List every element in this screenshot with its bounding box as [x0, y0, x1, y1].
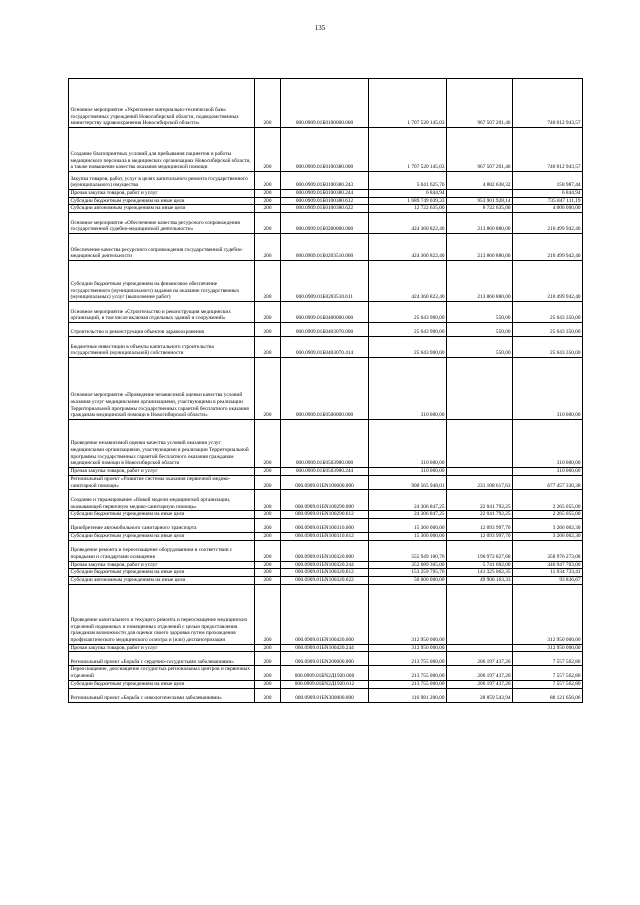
row-planned-amount: 555 949 100,76 [369, 540, 447, 561]
row-executed-amount: 206 197 437,20 [447, 666, 513, 680]
row-code: 200 [255, 561, 281, 569]
row-executed-amount: 196 972 827,68 [447, 540, 513, 561]
row-remaining-amount: 25 643 350,00 [513, 337, 583, 358]
row-name: Субсидии автономным учреждениям на иные цели [69, 205, 255, 213]
row-code: 200 [255, 197, 281, 205]
row-executed-amount [447, 358, 513, 420]
row-name: Основное мероприятие «Проведение независимой оценки качества условий оказания услуг медицинскими организациями, участвующими в реализации Территориальной программы государственных гарантий бесплатного оказания гражданам медицинской помощи в Новосибирской области» [69, 358, 255, 420]
row-planned-amount: 1 707 520 145,03 [369, 79, 447, 128]
row-classification: 000.0909.01Б0100380.000 [281, 128, 369, 172]
row-code: 200 [255, 261, 281, 302]
row-code: 200 [255, 172, 281, 190]
table-row [69, 213, 583, 234]
table-row [69, 172, 583, 190]
row-planned-amount: 24 306 847,25 [369, 490, 447, 511]
row-planned-amount: 15 360 000,00 [369, 532, 447, 540]
row-remaining-amount: 312 950 000,00 [513, 584, 583, 644]
row-code: 200 [255, 302, 281, 323]
row-executed-amount: 953 901 928,14 [447, 197, 513, 205]
row-planned-amount: 1 689 749 039,33 [369, 197, 447, 205]
table-row [69, 584, 583, 644]
row-executed-amount: 8 722 635,00 [447, 205, 513, 213]
table-row [69, 680, 583, 688]
row-remaining-amount: 210 499 942,40 [513, 261, 583, 302]
row-executed-amount: 49 906 163,33 [447, 577, 513, 585]
row-name: Региональный проект «Борьба с онкологическими заболеваниями» [69, 688, 255, 702]
row-classification: 000.0909.01БN300000.000 [281, 688, 369, 702]
row-remaining-amount: 11 934 733,41 [513, 569, 583, 577]
row-remaining-amount: 158 987,44 [513, 172, 583, 190]
row-planned-amount: 15 360 000,00 [369, 518, 447, 532]
row-executed-amount: 550,00 [447, 302, 513, 323]
row-code: 200 [255, 190, 281, 198]
row-name: Региональный проект «Борьба с сердечно-сосудистыми заболеваниями» [69, 652, 255, 666]
row-classification: 000.0909.01БN100320.612 [281, 569, 369, 577]
row-classification: 000.0909.01БN100320.244 [281, 561, 369, 569]
row-name: Основное мероприятие «Укрепление материально-технической базы государственных учреждений Новосибирской области, подведомственных министерству здравоохранения Новосибирской области» [69, 79, 255, 128]
row-executed-amount [447, 420, 513, 468]
row-classification: 000.0909.01БN100290.000 [281, 490, 369, 511]
row-executed-amount: 550,00 [447, 337, 513, 358]
row-planned-amount: 312 950 000,00 [369, 644, 447, 652]
row-remaining-amount: 210 499 942,40 [513, 234, 583, 261]
row-remaining-amount: 310 000,00 [513, 358, 583, 420]
row-planned-amount: 213 755 000,00 [369, 652, 447, 666]
table-row [69, 569, 583, 577]
row-classification: 000.0909.01БN100310.612 [281, 532, 369, 540]
row-executed-amount [447, 468, 513, 476]
row-remaining-amount: 7 557 562,80 [513, 652, 583, 666]
table-row [69, 511, 583, 519]
row-executed-amount: 22 041 792,25 [447, 490, 513, 511]
row-executed-amount: 28 859 543,94 [447, 688, 513, 702]
row-classification: 000.0909.01Б0503980.000 [281, 420, 369, 468]
row-remaining-amount: 346 947 703,00 [513, 561, 583, 569]
row-code: 200 [255, 420, 281, 468]
table-row [69, 561, 583, 569]
table-row [69, 79, 583, 128]
row-classification: 000.0909.01Б0503980.244 [281, 468, 369, 476]
row-code: 200 [255, 569, 281, 577]
row-remaining-amount: 310 000,00 [513, 468, 583, 476]
row-name: Строительство и реконструкция объектов здравоохранения [69, 323, 255, 337]
row-code: 200 [255, 234, 281, 261]
row-code: 200 [255, 680, 281, 688]
table-row [69, 337, 583, 358]
table-row [69, 644, 583, 652]
table-row [69, 518, 583, 532]
row-name: Субсидии бюджетным учреждениям на финансовое обеспечение государственного (муниципального) задания на оказание государственных (муниципальных) услуг (выполнение работ) [69, 261, 255, 302]
row-executed-amount: 231 108 617,63 [447, 475, 513, 489]
row-planned-amount: 424 360 822,40 [369, 213, 447, 234]
row-classification: 000.0909.01БN200000.000 [281, 652, 369, 666]
row-planned-amount: 312 950 000,00 [369, 584, 447, 644]
row-classification: 000.0909.01БN2Д1920.000 [281, 666, 369, 680]
row-name: Прочая закупка товаров, работ и услуг [69, 190, 255, 198]
row-code: 200 [255, 79, 281, 128]
table-row [69, 475, 583, 489]
row-code: 200 [255, 688, 281, 702]
row-classification: 000.0909.01БN100320.000 [281, 540, 369, 561]
row-executed-amount: 213 860 880,00 [447, 213, 513, 234]
row-code: 200 [255, 666, 281, 680]
row-code: 200 [255, 532, 281, 540]
row-executed-amount: 206 197 437,20 [447, 680, 513, 688]
row-name: Бюджетные инвестиции в объекты капитального строительства государственной (муниципальной) собственности [69, 337, 255, 358]
row-code: 200 [255, 584, 281, 644]
table-row [69, 540, 583, 561]
row-classification: 000.0909.01Б0400000.000 [281, 302, 369, 323]
row-remaining-amount: 740 012 943,57 [513, 128, 583, 172]
table-row [69, 261, 583, 302]
row-classification: 000.0909.01БN100320.622 [281, 577, 369, 585]
row-name: Субсидии бюджетным учреждениям на иные цели [69, 532, 255, 540]
row-remaining-amount: 88 121 656,06 [513, 688, 583, 702]
row-executed-amount: 4 882 638,32 [447, 172, 513, 190]
row-remaining-amount: 7 557 562,80 [513, 666, 583, 680]
row-executed-amount: 5 741 602,00 [447, 561, 513, 569]
row-planned-amount: 424 360 822,40 [369, 261, 447, 302]
page-number: 135 [314, 24, 326, 32]
row-classification: 000.0909.01Б0203510.000 [281, 234, 369, 261]
row-planned-amount: 25 643 900,00 [369, 302, 447, 323]
table-row [69, 420, 583, 468]
row-planned-amount: 310 000,00 [369, 358, 447, 420]
row-planned-amount: 25 643 900,00 [369, 323, 447, 337]
row-name: Приобретение автомобильного санитарного транспорта [69, 518, 255, 532]
row-remaining-amount: 310 000,00 [513, 420, 583, 468]
row-planned-amount: 352 689 305,00 [369, 561, 447, 569]
row-name: Прочая закупка товаров, работ и услуг [69, 561, 255, 569]
row-executed-amount: 967 507 201,46 [447, 128, 513, 172]
row-classification: 000.0909.01Б0403070.000 [281, 323, 369, 337]
row-code: 200 [255, 213, 281, 234]
row-classification: 000.0909.01Б0500000.000 [281, 358, 369, 420]
row-executed-amount [447, 584, 513, 644]
row-code: 200 [255, 205, 281, 213]
row-classification: 000.0909.01БN100290.612 [281, 511, 369, 519]
row-remaining-amount: 93 836,67 [513, 577, 583, 585]
row-remaining-amount: 210 499 942,40 [513, 213, 583, 234]
row-name: Субсидии бюджетным учреждениям на иные цели [69, 569, 255, 577]
row-executed-amount: 550,00 [447, 323, 513, 337]
table-row [69, 197, 583, 205]
row-planned-amount: 310 000,00 [369, 468, 447, 476]
row-planned-amount: 12 722 635,00 [369, 205, 447, 213]
row-executed-amount: 206 197 437,20 [447, 652, 513, 666]
row-name: Проведение независимой оценки качества условий оказания услуг медицинскими организациями, участвующими в реализации Территориальной программы государственных гарантий бесплатного оказания гражданам медицинской помощи в Новосибирской области [69, 420, 255, 468]
row-classification: 000.0909.01Б0100380.244 [281, 190, 369, 198]
row-name: Основное мероприятие «Строительство и реконструкция медицинских организаций, в том числе включая отдельных зданий и сооружений» [69, 302, 255, 323]
row-executed-amount: 12 093 997,70 [447, 518, 513, 532]
table-row [69, 688, 583, 702]
row-name: Прочая закупка товаров, работ и услуг [69, 644, 255, 652]
table-row [69, 652, 583, 666]
row-name: Переоснащение, дооснащение сосудистых региональных центров и первичных отделений [69, 666, 255, 680]
row-code: 200 [255, 644, 281, 652]
row-planned-amount: 1 707 520 145,03 [369, 128, 447, 172]
table-row [69, 532, 583, 540]
row-classification: 000.0909.01БN100000.000 [281, 475, 369, 489]
row-classification: 000.0909.01Б0203510.611 [281, 261, 369, 302]
row-classification: 000.0909.01Б0200000.000 [281, 213, 369, 234]
row-planned-amount: 213 755 000,00 [369, 666, 447, 680]
row-name: Основное мероприятие «Обеспечение качества ресурсного сопровождения государственной судебно-медицинской деятельности» [69, 213, 255, 234]
row-name: Создание и тиражирование «Новой модели медицинской организации, оказывающей первичную медико-санитарную помощь» [69, 490, 255, 511]
row-code: 200 [255, 518, 281, 532]
table-row [69, 577, 583, 585]
row-remaining-amount: 735 847 111,19 [513, 197, 583, 205]
row-executed-amount: 213 860 880,00 [447, 234, 513, 261]
row-code: 200 [255, 577, 281, 585]
row-planned-amount: 116 981 200,00 [369, 688, 447, 702]
row-classification: 000.0909.01Б0100380.243 [281, 172, 369, 190]
row-planned-amount: 213 755 000,00 [369, 680, 447, 688]
row-executed-amount: 141 325 062,35 [447, 569, 513, 577]
row-classification: 000.0909.01БN100420.000 [281, 584, 369, 644]
row-name: Создание благоприятных условий для пребывания пациентов и работы медицинского персонала в медицинских организациях Новосибирской области, а также повышение качества оказания медицинской помощи [69, 128, 255, 172]
row-remaining-amount: 4 000 000,00 [513, 205, 583, 213]
row-executed-amount [447, 190, 513, 198]
row-code: 200 [255, 358, 281, 420]
budget-execution-table [68, 78, 583, 703]
row-name: Проведение капитального и текущего ремонта и переоснащение медицинских отделений подвижных и помещенных отделений с целью предоставления гражданам возможности для оценки своего здоровья путем прохождения профилактического медицинского осмотра и (или) диспансеризации [69, 584, 255, 644]
row-name: Субсидии бюджетным учреждениям на иные цели [69, 680, 255, 688]
row-remaining-amount: 25 643 350,00 [513, 302, 583, 323]
row-remaining-amount: 740 012 943,57 [513, 79, 583, 128]
row-remaining-amount: 677 457 330,38 [513, 475, 583, 489]
row-executed-amount: 967 507 201,46 [447, 79, 513, 128]
row-planned-amount: 50 000 000,00 [369, 577, 447, 585]
row-planned-amount: 25 643 900,00 [369, 337, 447, 358]
table-row [69, 302, 583, 323]
row-name: Субсидии автономным учреждениям на иные цели [69, 577, 255, 585]
row-executed-amount: 22 041 792,25 [447, 511, 513, 519]
row-code: 200 [255, 468, 281, 476]
row-name: Проведение ремонта и переоснащение оборудованием в соответствии с порядками и стандартами оснащения [69, 540, 255, 561]
row-remaining-amount: 25 643 350,00 [513, 323, 583, 337]
row-remaining-amount: 2 265 055,00 [513, 490, 583, 511]
row-planned-amount: 153 259 795,76 [369, 569, 447, 577]
row-name: Прочая закупка товаров, работ и услуг [69, 468, 255, 476]
table-row [69, 205, 583, 213]
row-classification: 000.0909.01БN2Д1920.612 [281, 680, 369, 688]
row-planned-amount: 424 360 822,40 [369, 234, 447, 261]
row-remaining-amount: 358 976 273,08 [513, 540, 583, 561]
row-planned-amount: 24 306 847,25 [369, 511, 447, 519]
row-code: 200 [255, 475, 281, 489]
row-remaining-amount: 2 265 055,00 [513, 511, 583, 519]
row-remaining-amount: 312 950 000,00 [513, 644, 583, 652]
row-code: 200 [255, 511, 281, 519]
row-executed-amount [447, 644, 513, 652]
table-row [69, 666, 583, 680]
row-classification: 000.0909.01Б0100000.000 [281, 79, 369, 128]
row-remaining-amount: 3 266 002,30 [513, 532, 583, 540]
table-body [69, 79, 583, 703]
table-row [69, 358, 583, 420]
row-code: 200 [255, 652, 281, 666]
row-remaining-amount: 7 557 562,80 [513, 680, 583, 688]
row-classification: 000.0909.01БN100420.244 [281, 644, 369, 652]
table-row [69, 190, 583, 198]
row-planned-amount: 908 565 948,01 [369, 475, 447, 489]
row-code: 200 [255, 337, 281, 358]
table-row [69, 234, 583, 261]
row-remaining-amount: 6 844,94 [513, 190, 583, 198]
table-row [69, 128, 583, 172]
row-code: 200 [255, 490, 281, 511]
row-planned-amount: 6 844,94 [369, 190, 447, 198]
table-row [69, 468, 583, 476]
row-code: 200 [255, 540, 281, 561]
table-row [69, 323, 583, 337]
row-executed-amount: 213 860 880,00 [447, 261, 513, 302]
row-planned-amount: 310 000,00 [369, 420, 447, 468]
row-planned-amount: 5 041 625,76 [369, 172, 447, 190]
row-classification: 000.0909.01Б0100380.612 [281, 197, 369, 205]
row-name: Региональный проект «Развитие системы оказания первичной медико-санитарной помощи» [69, 475, 255, 489]
row-classification: 000.0909.01БN100310.000 [281, 518, 369, 532]
row-code: 200 [255, 128, 281, 172]
row-name: Закупка товаров, работ, услуг в целях капитального ремонта государственного (муниципального) имущества [69, 172, 255, 190]
row-classification: 000.0909.01Б0100380.622 [281, 205, 369, 213]
row-name: Обеспечение качества ресурсного сопровождения государственной судебно-медицинской деятельности [69, 234, 255, 261]
table-row [69, 490, 583, 511]
row-remaining-amount: 3 266 002,30 [513, 518, 583, 532]
row-code: 200 [255, 323, 281, 337]
row-name: Субсидии бюджетным учреждениям на иные цели [69, 197, 255, 205]
row-name: Субсидии бюджетным учреждениям на иные цели [69, 511, 255, 519]
row-executed-amount: 12 093 997,70 [447, 532, 513, 540]
row-classification: 000.0909.01Б0403070.414 [281, 337, 369, 358]
